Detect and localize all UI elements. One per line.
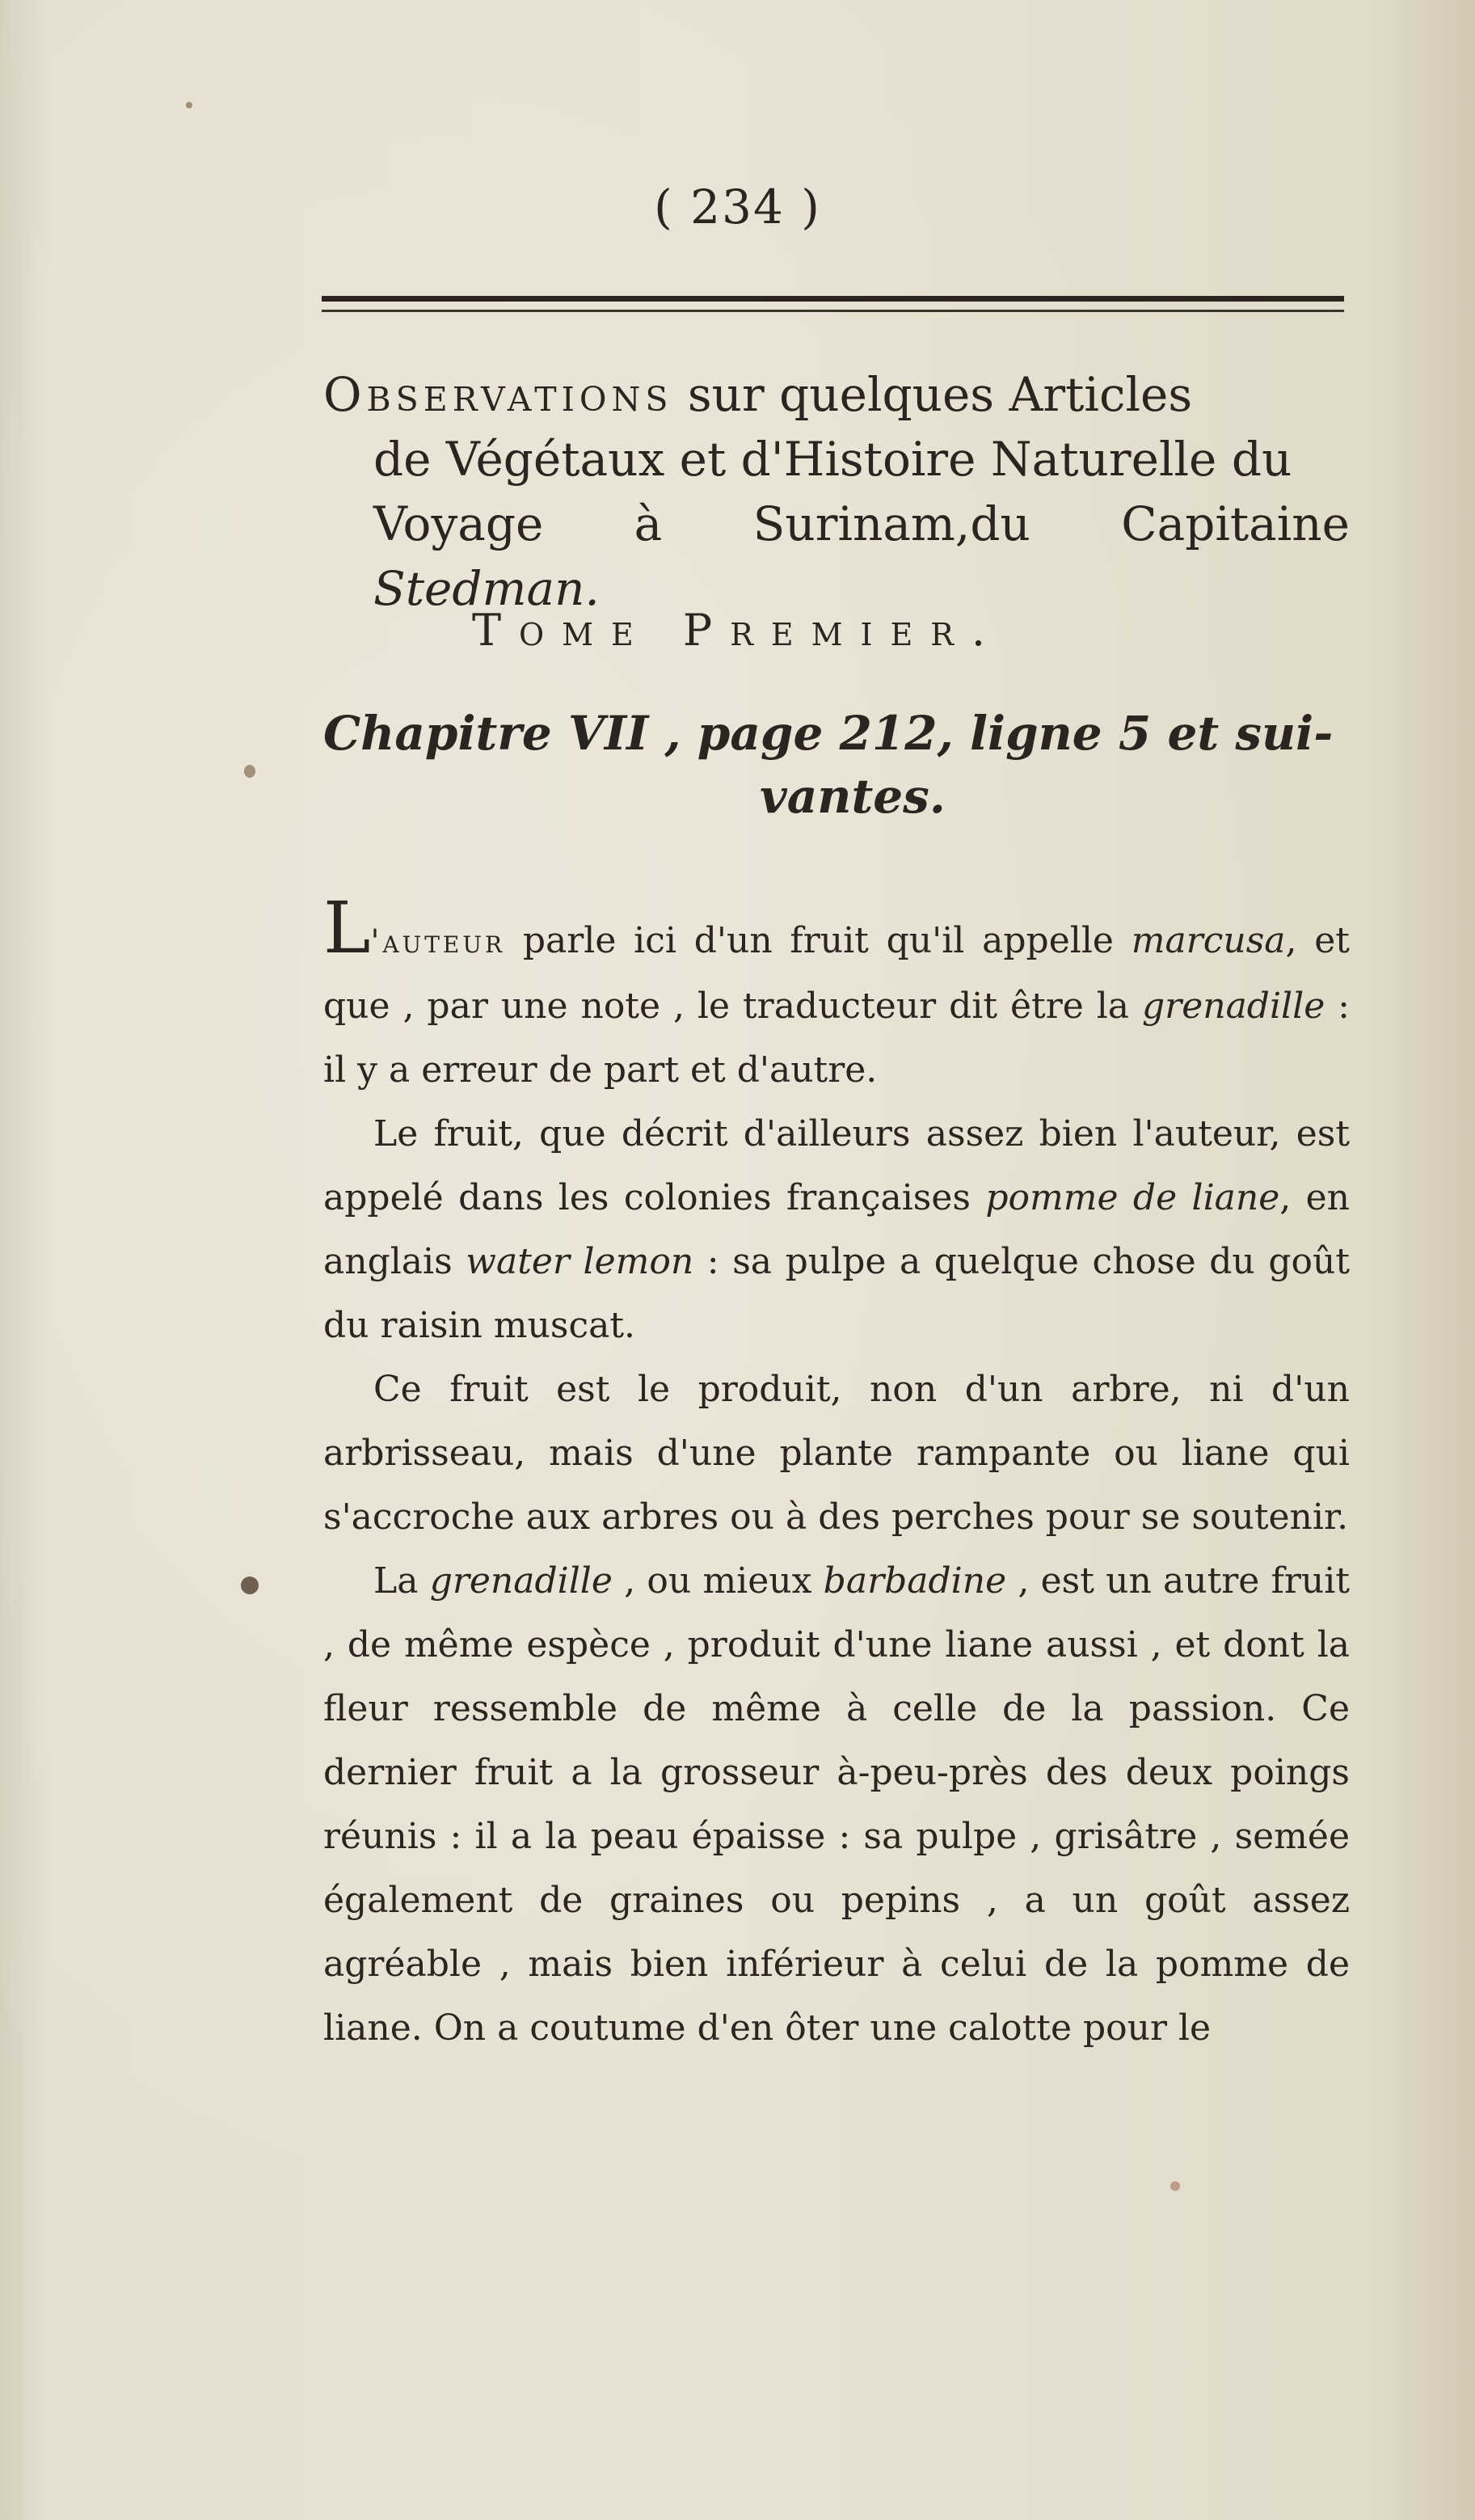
term-marcusa: marcusa [1131, 920, 1286, 961]
title-line-3 [323, 492, 1350, 621]
term-barbadine: barbadine [823, 1560, 1007, 1602]
term-water-lemon: water lemon [466, 1241, 694, 1282]
title-line-2: de Végétaux et d'Histoire Naturelle du [373, 432, 1292, 487]
ink-spot [241, 1577, 259, 1594]
paragraph-1-text-c: : il y a erreur de part et d'autre. [323, 986, 1351, 1091]
title-line-1-rest: sur quelques Articles [672, 367, 1193, 422]
page-number: ( 234 ) [654, 179, 821, 234]
paragraph-2-text-a: Le fruit, que décrit d'ailleurs assez bien l'auteur, est appelé dans les colonies françaises [323, 1113, 1350, 1218]
body-text [323, 886, 1351, 2060]
term-grenadille-2: grenadille [429, 1560, 613, 1602]
title-line-3-text: Voyage à Surinam,du Capitaine [373, 496, 1350, 551]
title-line-1 [323, 362, 1350, 427]
paragraph-2 [323, 1102, 1350, 1357]
term-pomme-de-liane: pomme de liane [985, 1177, 1280, 1218]
paragraph-2-text-c: : sa pulpe a quelque chose du goût du raisin muscat. [323, 1241, 1351, 1346]
chapter-line-1: Chapitre VII , page 212, ligne 5 et sui- [323, 706, 1334, 761]
chapter-line-2: vantes. [760, 769, 946, 824]
paragraph-3: Ce fruit est le produit, non d'un arbre, ni d'un arbrisseau, mais d'une plante rampante ou liane qui s'accroche aux arbres ou à des perches pour se soutenir. [323, 1369, 1350, 1538]
ink-spot [186, 102, 192, 108]
drop-cap: L [323, 886, 371, 969]
paragraph-4-text-a: La [373, 1560, 430, 1602]
paragraph-2-text-b: , en anglais [323, 1177, 1350, 1282]
volume-heading: Tome Premier. [471, 605, 1004, 656]
paragraph-1-text-a: parle ici d'un fruit qu'il appelle [505, 920, 1132, 961]
paragraph-4-text-b: , ou mieux [612, 1560, 824, 1602]
paragraph-1 [323, 886, 1351, 1102]
paragraph-4-text-c: , est un autre fruit , de même espèce , produit d'une liane aussi , et dont la fleur ressemble de même à celle de la passion. Ce dernier fruit a la grosseur à-peu-près des deux poings réunis : il a la peau épaisse : sa pulpe , grisâtre , semée également de graines ou pepins , a un goût assez agréable , mais bien inférieur à celui de la pomme de liane. On a coutume d'en ôter une calotte pour le [323, 1560, 1350, 2049]
paragraph-4 [323, 1549, 1350, 2060]
header-rule-thick [322, 296, 1344, 302]
term-grenadille: grenadille [1142, 986, 1325, 1027]
auteur-smallcaps: 'auteur [370, 923, 506, 960]
ink-spot [1170, 2181, 1180, 2191]
chapter-heading [323, 702, 1350, 828]
title-captain-name: Stedman. [373, 561, 600, 616]
section-title [323, 362, 1350, 621]
title-observations: Observations [323, 367, 673, 422]
paragraph-1-text-b: , et que , par une note , le traducteur dit être la [323, 920, 1350, 1027]
header-rule-thin [322, 310, 1344, 312]
ink-spot [244, 765, 255, 778]
